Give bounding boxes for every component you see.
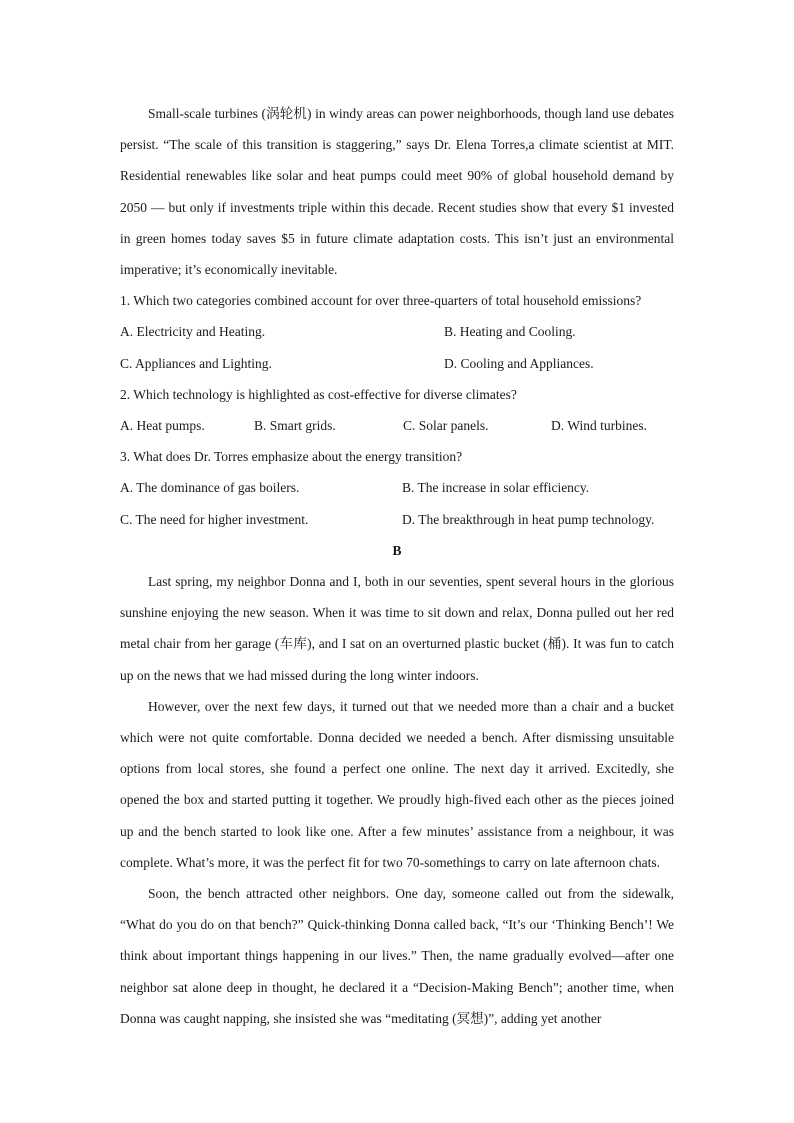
- passage-b-paragraph-3: Soon, the bench attracted other neighbors. One day, someone called out from the sidewalk, “What do you do on that bench?” Quick-thinking Donna called back, “It’s our ‘Thinking Bench’! We think about important things happening in our lives.” Then, the name gradually evolved—after one neighbor sat alone deep in thought, he declared it a “Decision-Making Bench”; another time, when Donna was caught napping, she insisted she was “meditating (冥想)”, adding yet another: [120, 886, 674, 1026]
- question-2-option-b: B. Smart grids.: [254, 418, 336, 434]
- question-2-stem: 2. Which technology is highlighted as cost-effective for diverse climates?: [120, 386, 517, 402]
- question-1-option-b: B. Heating and Cooling.: [444, 324, 576, 340]
- section-b-title: B: [392, 542, 402, 558]
- question-3-options: [120, 472, 674, 534]
- question-1-option-a: A. Electricity and Heating.: [120, 324, 266, 340]
- question-3-option-c: C. The need for higher investment.: [120, 511, 309, 527]
- document-content: [120, 98, 674, 1034]
- passage-b-paragraph-2: However, over the next few days, it turned out that we needed more than a chair and a bucket which were not quite comfortable. Donna decided we needed a bench. After dismissing unsuitable options from local stores, she found a perfect one online. The next day it arrived. Excitedly, she opened the box and started putting it together. We proudly high-fived each other as the pieces joined up and the bench started to look like one. After a few minutes’ assistance from a neighbour, it was complete. What’s more, it was the perfect fit for two 70-somethings to carry on late afternoon chats.: [120, 698, 674, 870]
- question-2-option-a: A. Heat pumps.: [120, 418, 205, 434]
- question-2-option-c: C. Solar panels.: [403, 418, 489, 434]
- question-1-stem: 1. Which two categories combined account for over three-quarters of total household emissions?: [120, 293, 642, 309]
- passage-a-paragraph: Small-scale turbines (涡轮机) in windy areas can power neighborhoods, though land use debates persist. “The scale of this transition is staggering,” says Dr. Elena Torres,a climate scientist at MIT. Residential renewables like solar and heat pumps could meet 90% of global household demand by 2050 — but only if investments triple within this decade. Recent studies show that every $1 invested in green homes today saves $5 in future climate adaptation costs. This isn’t just an environmental imperative; it’s economically inevitable.: [120, 106, 674, 278]
- question-3-stem: 3. What does Dr. Torres emphasize about the energy transition?: [120, 449, 463, 465]
- question-1-option-c: C. Appliances and Lighting.: [120, 355, 272, 371]
- question-2-option-d: D. Wind turbines.: [551, 418, 647, 434]
- question-1-option-d: D. Cooling and Appliances.: [444, 355, 594, 371]
- question-3-option-d: D. The breakthrough in heat pump technology.: [402, 511, 655, 527]
- question-1-options: [120, 316, 674, 378]
- question-2-options: [120, 410, 674, 441]
- question-3-option-b: B. The increase in solar efficiency.: [402, 480, 590, 496]
- passage-b-paragraph-1: Last spring, my neighbor Donna and I, both in our seventies, spent several hours in the glorious sunshine enjoying the new season. When it was time to sit down and relax, Donna pulled out her red metal chair from her garage (车库), and I sat on an overturned plastic bucket (桶). It was fun to catch up on the news that we had missed during the long winter indoors.: [120, 574, 674, 683]
- question-3-option-a: A. The dominance of gas boilers.: [120, 480, 300, 496]
